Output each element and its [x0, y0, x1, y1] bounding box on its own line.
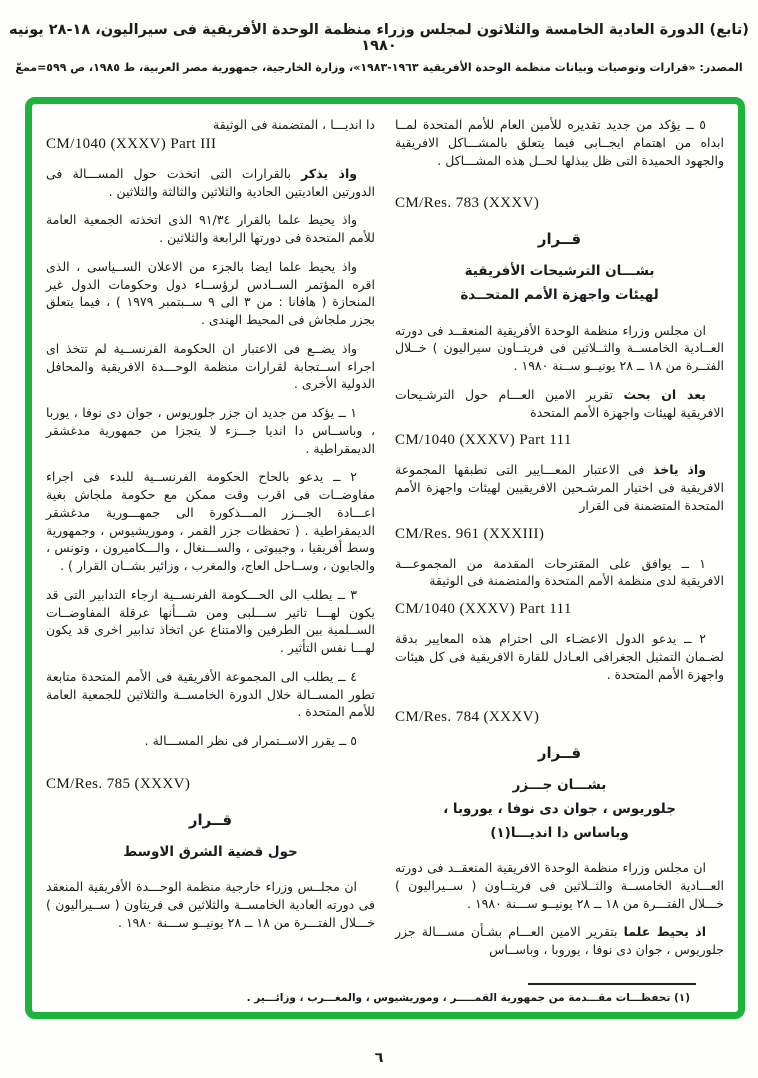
paragraph	[395, 923, 724, 959]
paragraph-text: تقرير الامين العـــام حول الترشـيحات الافريقية لهيئات واجهزة الأمم المتحدة	[395, 386, 724, 420]
paragraph: واذ يحيط علما بالقرار ٩١/٣٤ الذى اتخذته الجمعية العامة للأمم المتحدة فى دورتها الرابعة والثلاثين .	[46, 212, 375, 245]
resolution-reference: CM/Res. 784 (XXXV)	[395, 709, 540, 726]
resolution-heading: قــرار	[537, 230, 582, 249]
footnote-text: (١) تحفظـــات مقـــدمة من جمهورية القمـــــر ، وموريشيوس ، والمغـــرب ، وزائـــير .	[246, 992, 690, 1004]
subject-line: بشـــان جـــزر	[512, 777, 607, 794]
paragraph: ٢ ــ يدعو الدول الاعضـاء الى احترام هذه المعايير بدقة لضـمان التمثيل الجغرافى العـادل للقارة الافريقية فى كل هيئات واجهزة الأمم المتحدة .	[395, 631, 724, 682]
subject-line: لهيئات واجهزة الأمم المتحــدة	[460, 286, 659, 303]
column-left	[46, 116, 375, 964]
paragraph	[46, 165, 375, 201]
green-selection-frame	[25, 97, 745, 1019]
paragraph: واذ يضــع فى الاعتبار ان الحكومة الفرنســية لم تتخذ اى اجراء اســتجابة لقرارات منظمة الوحـــدة الافريقية والمحافل الدولية الأخرى .	[46, 340, 375, 392]
paragraph: ان مجلــس وزراء خارجية منظمة الوحـــدة الأفريقية المنعقد فى دورته العادية الخامســة والثلاثين فى فريتاون ( ســيراليون ) خـــلال الفتـــرة من ١٨ ــ ٢٨ يونيــو ســـنة ١٩٨٠ .	[46, 879, 375, 930]
resolution-reference: CM/1040 (XXXV) Part 111	[395, 432, 572, 449]
paragraph: ٢ ــ يدعو بالحاح الحكومة الفرنســية للبدء فى اجراء مفاوضــات فى اقرب وقت ممكن مع حكومة ملجاش بغية اعـــادة الجـــزر المـــذكورة الى جمهـــورية مدغشقر الديمقراطية . ( تحفظات جزر القمر ، وموريشيوس ، وجمهورية وسط أفريقيا ، وجيبوتى ، والســـنغال ، والـــكاميرون ، وتونس ، والجابون ، وســاحل العاج، والمغرب ، وزائير بشــان القرار ) .	[46, 469, 375, 573]
resolution-reference: CM/1040 (XXXV) Part 111	[395, 601, 572, 617]
resolution-subject	[46, 841, 375, 865]
paragraph: ٤ ــ يطلب الى المجموعة الأفريقية فى الأمم المتحدة متابعة تطور المســالة خلال الدورة الخامســة والثلاثين للجمعية العامة للأمم المتحدة .	[46, 668, 375, 720]
resolution-reference: CM/Res. 961 (XXXIII)	[395, 525, 545, 542]
paragraph: ٥ ــ يؤكد من جديد تقديره للأمين العام للأمم المتحدة لمــا ابداه من اهتمام ايجــابى فيما يتعلق بالمشـــاكل الافريقية والجهود الحميدة التى ظل يبذلها لحــل هذه المشـــاكل .	[395, 117, 724, 168]
resolution-subject	[395, 260, 724, 307]
column-right	[395, 116, 724, 964]
resolution-subject	[395, 774, 724, 845]
paragraph-text: فى الاعتبار المعـــايير التى تطبقها المجموعة الافريقية فى اختيار المرشـحين الافريقيين لهيئات واجهزة الأمم المتحدة المتضمنة فى القرار	[395, 462, 724, 513]
resolution-reference: CM/Res. 783 (XXXV)	[395, 195, 540, 212]
paragraph-lead: اذ يحيط علما	[623, 924, 706, 940]
footnote	[46, 983, 724, 1004]
resolution-reference: CM/1040 (XXXV) Part III	[46, 135, 217, 152]
paragraph-text: بالقرارات التى اتخذت حول المســـالة فى الدورتين العاديتين الحادية والثلاثين والثالثة والثلاثين .	[46, 165, 375, 199]
paragraph-lead: واذ يذكر	[301, 165, 357, 181]
resolution-heading: قــرار	[537, 744, 582, 763]
paragraph: دا انديـــا ، المتضمنة فى الوثيقة	[213, 117, 375, 132]
paragraph-lead: واذ ياخذ	[652, 462, 706, 478]
footnote-rule	[528, 983, 696, 985]
paragraph: واذ يحيط علما ايضا بالجزء من الاعلان الســياسى ، الذى اقره المؤتمر الســادس لرؤســاء دول وحكومات الدول غير المنحازة ( هافانا : من ٣ الى ٩ ســبتمبر ١٩٧٩ ) ، فيما يتعلق بجزر ملجاش فى المحيط الهندى .	[46, 258, 376, 327]
source-line: المصدر: «قرارات وتوصيات وبيانات منظمة الوحدة الأفريقية ١٩٦٣-١٩٨٣»، وزارة الخارجية، جمهورية مصر العربية، ط ١٩٨٥، ص ٥٩٩=ممعّ	[15, 61, 743, 74]
subject-line: حول قضية الشرق الاوسط	[123, 843, 298, 860]
paragraph	[395, 461, 724, 514]
paragraph: ٥ ــ يقرر الاســتمرار فى نظر المســـالة .	[144, 733, 357, 748]
paragraph: ان مجلس وزراء منظمة الوحدة الأفريقية المنعقــد فى دورته العــادية الخامســة والثــلاثين فى فريتــاون سيراليون ) خــلال الفتــرة من ١٨ ــ ٢٨ يونيــو ســنة ١٩٨٠ .	[395, 322, 724, 373]
page-header	[0, 22, 758, 74]
paragraph: ان مجلس وزراء منظمة الوحدة الافريقية المنعقــد فى دورته العـــادية الخامســة والثــلاثين فى فريتــاون ( ســيراليون ) خـــلال الفتـــرة من ١٨ ــ ٢٨ يونيــو ســـنة ١٩٨٠ .	[395, 860, 724, 911]
resolution-heading: قــرار	[188, 810, 233, 829]
paragraph: ٣ ــ يطلب الى الحـــكومة الفرنســية ارجاء التدابير التى قد يكون لهـــا تاثير ســـلبى ومن شـــأنها عرقلة المفاوضــات الســلمية بين الطرفين والامتناع عن اتخاذ تدابير اخرى قد يكون لهـــا نفس التأثير .	[46, 586, 375, 655]
subject-line: جلوريوس ، جوان دى نوفا ، يوروبا ،	[443, 800, 676, 817]
document-body	[32, 104, 738, 1012]
subject-line: وباساس دا انديـــا(١)	[490, 824, 629, 841]
subject-line: بشـــان الترشيحات الأفريقية	[464, 263, 655, 280]
paragraph-text: بتقرير الامين العـــام بشـأن مســـالة جزر جلوريوس ، جوان دى نوفا ، يوروبا ، وباســاس	[395, 924, 724, 958]
paragraph-lead: بعد ان بحث	[623, 386, 706, 402]
resolution-reference: CM/Res. 785 (XXXV)	[46, 775, 191, 792]
paragraph: ١ ــ يوافق على المقترحات المقدمة من المجموعـــة الافريقية لدى منظمة الأمم المتحدة والمتضمنة فى الوثيقة	[395, 555, 724, 589]
paragraph	[395, 386, 724, 422]
session-title: (تابع) الدورة العادية الخامسة والثلاثون لمجلس وزراء منظمة الوحدة الأفريقية فى سيراليون، ١٨-٢٨ يونيه ١٩٨٠	[9, 22, 749, 54]
page-number: ٦	[374, 1050, 384, 1066]
paragraph: ١ ــ يؤكد من جديد ان جزر جلوريوس ، جوان دى نوفا ، يوربا ، وباســاس دا انديا جـــزء لا يتجزا من جمهورية مدغشقر الديمقراطية .	[46, 405, 375, 456]
